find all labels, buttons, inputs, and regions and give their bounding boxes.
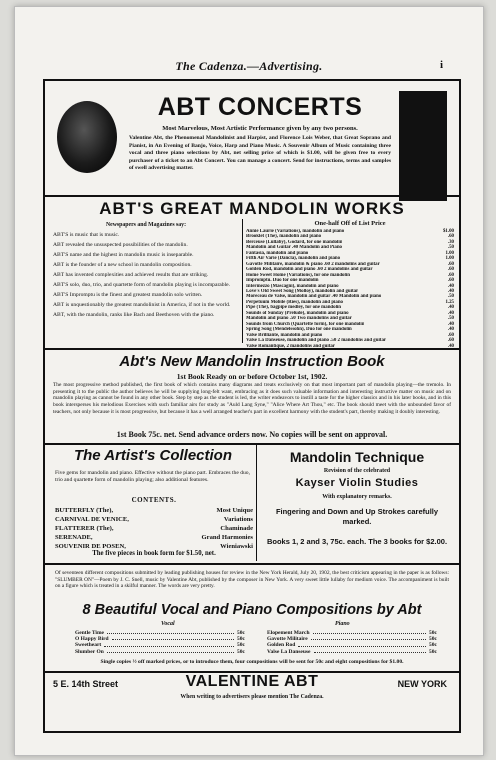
- contents-title: BUTTERFLY (The),: [55, 507, 114, 514]
- portrait-dark-image: [399, 91, 447, 201]
- price-value: .40: [447, 288, 454, 294]
- song-title: Golden Rod: [267, 642, 296, 649]
- technique-books: Books 1, 2 and 3, 75c. each. The 3 books for $2.00.: [266, 537, 448, 546]
- price-value: .50: [447, 316, 454, 322]
- divider: [45, 443, 459, 445]
- price-value: .60: [447, 338, 454, 344]
- quote-item: ABT'S is music that is music.: [53, 232, 120, 238]
- song-price: 50c: [429, 630, 437, 636]
- price-title: Brooklet (The), mandolin and piano: [246, 234, 322, 240]
- technique-title: Mandolin Technique: [289, 449, 425, 465]
- song-row: [75, 649, 245, 655]
- single-copies-note: Single copies ½ off marked prices, or to introduce them, four compositions will be sent for 50c and eight compositions for $1.00.: [100, 659, 404, 665]
- song-title: Gentle Time: [75, 630, 104, 636]
- song-price: 50c: [429, 636, 437, 643]
- price-title: Valse La Danseuse, mandolin and piano .50 2 mandolins and guitar: [246, 338, 387, 344]
- concerts-body: Valentine Abt, the Phenomenal Mandolinist and Harpist, and Florence Lois Weber, that Great Soprano and Pianist, in An Evening of Banjo, Voice, Harp and Piano Music. A Souvenir Album of Music containing three vocal and three piano selections by Abt, net selling price of which is $1.00, will be given free to every purchaser of a ticket to an Abt Concert. You can manage a concert. Send for instructions, terms and samples of swell advertising matter.: [129, 135, 391, 172]
- song-row: [267, 649, 437, 655]
- price-value: .60: [447, 267, 454, 273]
- song-price: 50c: [237, 648, 245, 655]
- contents-list: [55, 506, 253, 551]
- price-value: .50: [447, 245, 454, 251]
- technique-revision: Revision of the celebrated: [323, 468, 391, 474]
- instruction-book-footer: 1st Book 75c. net. Send advance orders now. No copies will be sent on approval.: [116, 430, 388, 439]
- song-title: Elopement March: [267, 630, 310, 636]
- technique-studies: Kayser Violin Studies: [295, 477, 419, 489]
- song-price: 50c: [237, 636, 245, 643]
- quote-item: ABT'S solo, duo, trio, and quartette form of mandolin playing is incomparable.: [53, 282, 231, 288]
- price-title: Valse Brilliante, mandolin and piano: [246, 332, 323, 338]
- quotes-column: [53, 222, 239, 322]
- price-value: .40: [447, 305, 454, 311]
- vocal-heading: Vocal: [161, 621, 175, 627]
- contents-title: CARNIVAL DE VENICE,: [55, 516, 129, 523]
- price-list-column: [246, 220, 454, 349]
- running-header: The Cadenza.—Advertising.: [175, 59, 323, 73]
- price-title: Sounds of Sunday (Prelude), mandolin and piano: [246, 310, 349, 316]
- price-list-heading: One-half Off of List Price: [314, 220, 386, 227]
- compositions-title: 8 Beautiful Vocal and Piano Compositions by Abt: [82, 602, 422, 618]
- price-title: Fantasia, mandolin and piano: [246, 250, 309, 256]
- price-value: .60: [447, 234, 454, 240]
- quote-item: ABT is the founder of a new school in mandolin composition.: [53, 262, 192, 268]
- address-city: NEW YORK: [397, 679, 447, 689]
- price-title: Home Sweet Home (Variations), for one mandolin: [246, 272, 350, 278]
- price-value: .50: [447, 294, 454, 300]
- column-divider: [256, 445, 257, 561]
- herald-review-text: Of seventeen different compositions submitted by leading publishing houses for review in the New York Herald, July 20, 1902, the best criticism appearing in the paper is as follows: "SLUMBER ON"—Poem by J. C. Snell, music by Valentine Abt, published by the composer in New York. A very sweet little lullaby for medium voice. The accompaniment is built on a figure which is treated in a skilful manner. The words are very pretty.: [55, 570, 449, 590]
- instruction-book-title: Abt's New Mandolin Instruction Book: [119, 353, 385, 370]
- page-number: i: [439, 59, 443, 71]
- song-title: Gavotte Militaire: [267, 636, 308, 643]
- price-title: Spring Song (Mendelssohn), Duo for one mandolin: [246, 327, 352, 333]
- publisher-name: VALENTINE ABT: [185, 673, 319, 690]
- divider: [45, 348, 459, 350]
- price-title: Pipe (The), bagpipe medley, for one mandolin: [246, 305, 342, 311]
- quote-item: ABT, with the mandolin, ranks like Bach and Beethoven with the piano.: [53, 312, 215, 318]
- quotes-heading: Newspapers and Magazines say:: [105, 222, 187, 228]
- price-value: .40: [447, 343, 454, 349]
- song-title: Sweetheart: [75, 642, 102, 649]
- contents-note: Grand Harmonies: [201, 534, 253, 541]
- price-title: Love's Old Sweet Song (Molloy), mandolin and guitar: [246, 288, 359, 294]
- price-title: Moreceau de Valse, mandolin and guitar .40 Mandolin and piano: [246, 294, 382, 300]
- price-title: Berceuse (Lullaby), Godard, for one mandolin: [246, 239, 343, 245]
- divider: [45, 195, 459, 197]
- song-price: 50c: [429, 642, 437, 649]
- price-title: Mandolin and Guitar .40 Mandolin and Piano: [246, 245, 342, 251]
- price-value: .60: [447, 332, 454, 338]
- vocal-list: [75, 630, 245, 655]
- magazine-page: [14, 6, 484, 756]
- price-title: Sounds from Church (Quartette form), for one mandolin: [246, 321, 365, 327]
- contents-title: FLATTERER (The),: [55, 525, 114, 532]
- advertisement-frame: [43, 79, 461, 733]
- price-value: .40: [447, 283, 454, 289]
- price-value: .40: [447, 310, 454, 316]
- price-title: Annie Laurie (Variations), mandolin and piano: [246, 229, 345, 234]
- price-value: .60: [447, 278, 454, 284]
- price-value: .40: [447, 327, 454, 333]
- concerts-subtitle: Most Marvelous, Most Artistic Performance given by any two persons.: [162, 125, 358, 132]
- price-value: 1.00: [445, 250, 454, 256]
- mandolin-works-title: ABT'S GREAT MANDOLIN WORKS: [99, 199, 405, 218]
- price-value: .30: [447, 239, 454, 245]
- price-title: Perpetuum Mobile (Ries), mandolin and piano: [246, 299, 344, 305]
- instruction-book-subtitle: 1st Book Ready on or before October 1st, 1902.: [176, 372, 328, 381]
- song-price: 50c: [237, 630, 245, 636]
- price-title: Intermezzo (Mascagni), mandolin and piano: [246, 283, 339, 289]
- piano-heading: Piano: [335, 621, 350, 627]
- contents-note: Variations: [223, 516, 253, 523]
- price-title: Valse Romantique, 2 mandolins and guitar: [246, 343, 335, 349]
- song-title: Slumber On: [75, 648, 104, 655]
- price-value: .40: [447, 321, 454, 327]
- technique-body: Fingering and Down and Up Strokes carefully marked.: [275, 507, 439, 526]
- price-value: .60: [447, 261, 454, 267]
- quote-item: ABT revealed the unsuspected possibilities of the mandolin.: [53, 242, 188, 248]
- contents-title: SOUVENIR DE POSEN,: [55, 543, 126, 550]
- quote-item: ABT is unquestionably the greatest mandolinist in America, if not in the world.: [53, 302, 231, 308]
- song-price: 50c: [237, 642, 245, 649]
- contents-note: Most Unique: [216, 507, 253, 514]
- price-value: $1.00: [442, 229, 454, 234]
- price-title: Fifth Air Varie (Dancla), mandolin and piano: [246, 256, 341, 262]
- technique-remarks: With explanatory remarks.: [322, 494, 392, 500]
- song-title: O Happy Bird: [75, 636, 109, 643]
- contents-row: [55, 515, 253, 524]
- portrait-image: [57, 101, 117, 173]
- piano-list: [267, 630, 437, 655]
- artists-collection-title: The Artist's Collection: [73, 447, 233, 464]
- quote-item: ABT'S name and the highest in mandolin music is inseparable.: [53, 252, 194, 258]
- instruction-book-body: The most progressive method published, the first book of which contains many diagrams and treats exclusively on that most important part of mandolin playing—the tremolo. In presenting it to the public the author believes he will be supplying long-felt want, embracing as it does such valuable information and interesting instructive matter on music and on mandolin playing as cannot be found in any other book. Step by step as the student is led, the writer endeavors to instill a taste for the higher classics and in his later books, and in this book intersperses his melodious Exercises with such familiar airs for study as "Auld Lang Syne," "Alice Where Art Thou," etc. The book should meet with the unbounded favor of teachers, not only because it is most progressive, but because it has a well arranged teacher's part in excellent harmony with the student's part, thereby making it doubly interesting.: [53, 382, 451, 415]
- price-value: 1.00: [445, 256, 454, 262]
- price-title: Impromptu. Duo for one mandolin: [246, 278, 319, 284]
- price-title: Mandolin and piano .50 Two mandolins and guitar: [246, 316, 352, 322]
- song-title: Valse La Danseuse: [267, 648, 311, 655]
- address-street: 5 E. 14th Street: [53, 679, 119, 689]
- quote-item: ABT'S Impromptu is the finest and greatest mandolin solo written.: [53, 292, 203, 298]
- price-title: Golden Rod, mandolin and piano .60 2 mandolins and guitar: [246, 267, 373, 273]
- price-value: 1.25: [445, 299, 454, 305]
- contents-note: Chaminade: [220, 525, 253, 532]
- price-title: Gavotte Militaire, mandolin & piano .60 2 mandolins and guitar: [246, 261, 380, 267]
- column-divider: [242, 219, 243, 343]
- artists-collection-footer: The five pieces in book form for $1.50, net.: [92, 550, 216, 557]
- mention-note: When writing to advertisers please mention The Cadenza.: [180, 694, 324, 700]
- song-price: 50c: [429, 648, 437, 655]
- concerts-title: ABT CONCERTS: [157, 93, 363, 121]
- contents-label: CONTENTS.: [131, 496, 177, 504]
- contents-row: [55, 506, 253, 515]
- divider: [45, 563, 459, 565]
- contents-title: SERENADE,: [55, 534, 93, 541]
- contents-row: [55, 524, 253, 533]
- quote-item: ABT has invented complexities and achieved results that are striking.: [53, 272, 209, 278]
- contents-row: [55, 533, 253, 542]
- contents-note: Wieniawski: [220, 543, 253, 550]
- artists-collection-body: Five gems for mandolin and piano. Effective without the piano part. Embraces the duo, trio and quartette form of mandolin playing; also additional features.: [55, 470, 251, 483]
- price-value: .60: [447, 272, 454, 278]
